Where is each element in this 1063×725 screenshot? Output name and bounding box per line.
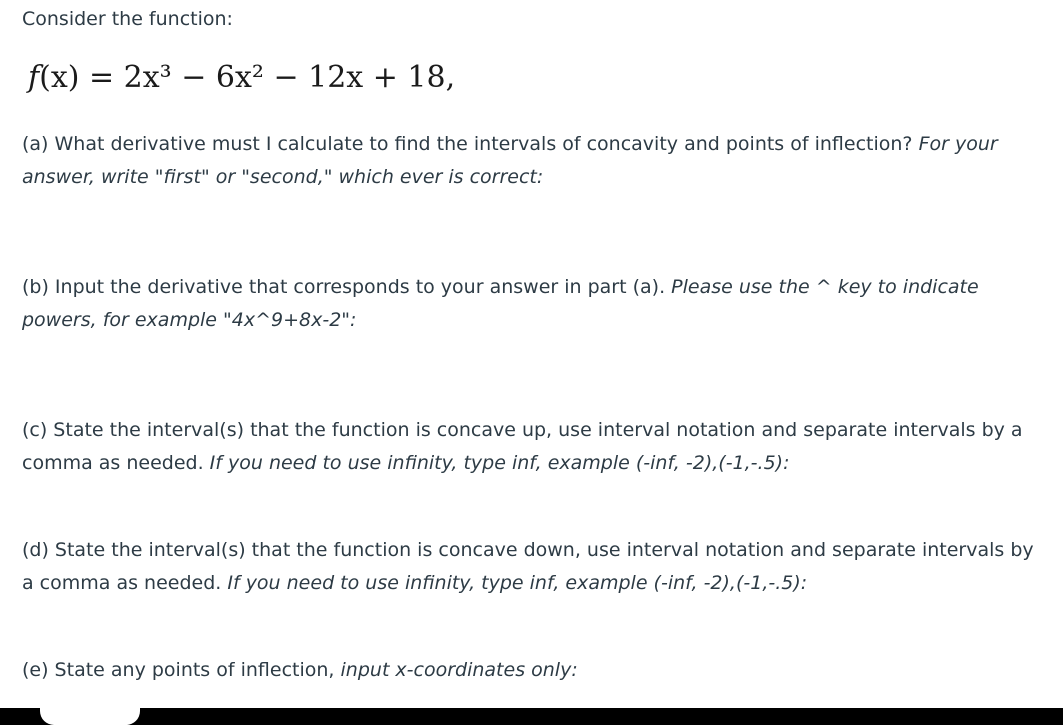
function-name: f	[28, 60, 40, 95]
question-c-hint: If you need to use infinity, type inf, example (-inf, -2),(-1,-.5):	[209, 452, 790, 474]
question-a	[22, 128, 1047, 194]
bottom-tab[interactable]	[40, 700, 140, 725]
question-c-text: (c) State the interval(s) that the function is concave up, use interval notation and separate intervals by a comma as needed.	[22, 419, 1023, 474]
question-a-hint: For your answer, write "first" or "second," which ever is correct:	[22, 133, 998, 188]
question-d-text: (d) State the interval(s) that the function is concave down, use interval notation and separate intervals by a comma as needed.	[22, 539, 1034, 594]
question-e-hint: input x-coordinates only:	[340, 659, 578, 681]
intro-text: Consider the function:	[22, 8, 233, 30]
question-e	[22, 654, 1047, 687]
question-a-text: (a) What derivative must I calculate to find the intervals of concavity and points of inflection?	[22, 133, 913, 155]
question-b	[22, 271, 1047, 337]
question-b-hint: Please use the ^ key to indicate powers, for example "4x^9+8x-2":	[22, 276, 979, 331]
question-c	[22, 414, 1047, 480]
question-e-text: (e) State any points of inflection,	[22, 659, 335, 681]
question-d	[22, 534, 1047, 600]
function-equation	[28, 55, 455, 101]
bottom-bar	[0, 708, 1063, 725]
question-d-hint: If you need to use infinity, type inf, example (-inf, -2),(-1,-.5):	[227, 572, 808, 594]
question-b-text: (b) Input the derivative that corresponds to your answer in part (a).	[22, 276, 666, 298]
function-expression: (x) = 2x³ − 6x² − 12x + 18,	[39, 60, 456, 95]
